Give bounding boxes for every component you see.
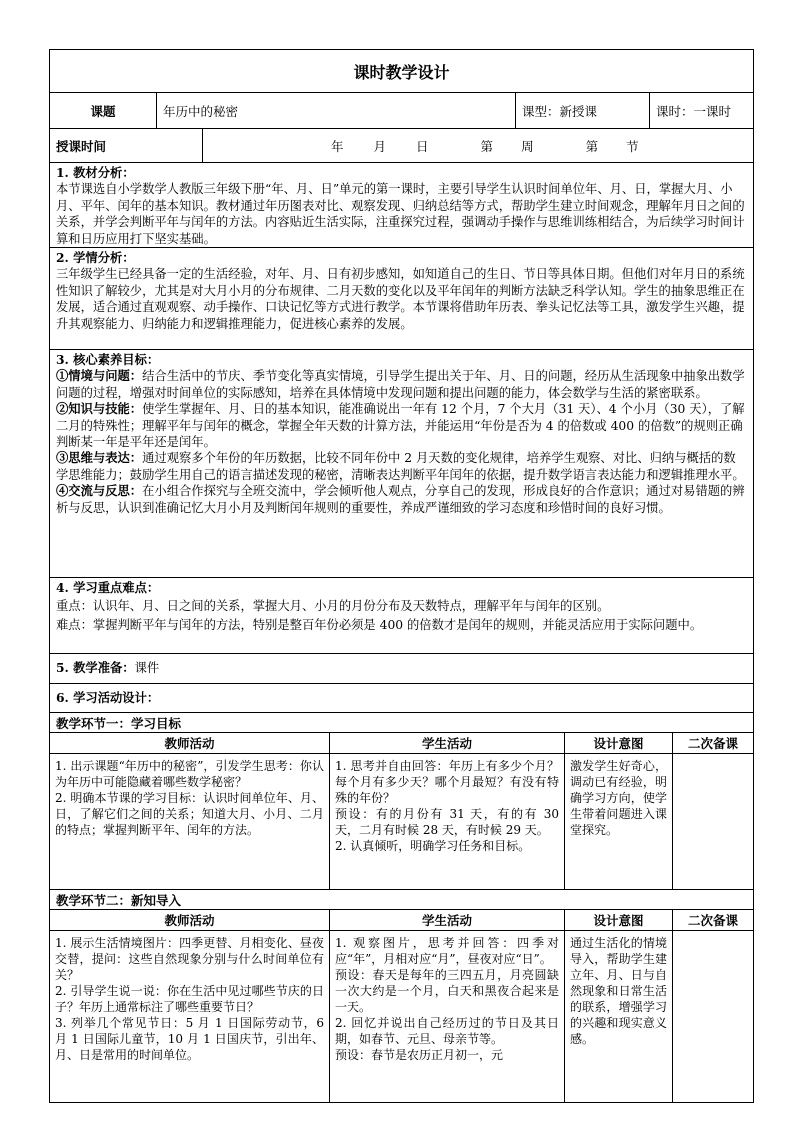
- phase-2-teacher-step-2: 2. 引导学生说一说：你在生活中见过哪些节庆的日子？年历上通常标注了哪些重要节日？: [55, 984, 324, 1014]
- phase-1-teacher-step-1: 1. 出示课题“年历中的秘密”，引发学生思考：你认为年历中可能隐藏着哪些数学秘密？: [55, 759, 324, 789]
- phase-2-teacher-step-1: 1. 展示生活情境图片：四季更替、月相变化、昼夜交替，提问：这些自然现象分别与什么时间单位有关？: [55, 936, 324, 982]
- literacy-goal-4-label: ④交流与反思：: [56, 483, 143, 499]
- literacy-goal-3-text: 通过观察多个年份的年历数据，比较不同年份中 2 月天数的变化规律，培养学生观察、对比、归纳与概括的数学思维能力；鼓励学生用自己的语言描述发现的秘密，清晰表达判断平年闰年的依据，提升数学语言表达能力和逻辑推理水平。: [56, 451, 745, 482]
- teaching-time-fields: [202, 129, 753, 162]
- phase-2-teacher-activity: [50, 931, 329, 1102]
- textbook-analysis: [50, 162, 753, 247]
- core-literacy-goals: [50, 349, 753, 577]
- phase-1-teacher-step-2: 2. 明确本节课的学习目标：认识时间单位年、月、日，了解它们之间的关系；知道大月、小月、二月的特点；掌握判断平年、闰年的方法。: [55, 791, 324, 837]
- teaching-prep-heading: 5. 教学准备：: [56, 660, 135, 676]
- period-field: 节: [626, 138, 639, 154]
- week-prefix: 第: [480, 138, 494, 154]
- literacy-goal-2-text: 使学生掌握年、月、日的基本知识，能准确说出一年有 12 个月，7 个大月（31 天）、4 个小月（30 天），了解二月的特殊性；理解平年与闰年的概念，掌握全年天数的计算方法，并能运用“年份是否为 4 的倍数或 400 的倍数”的规则正确判断某一年是平年还是闰年。: [56, 402, 745, 450]
- literacy-goal-1-label: ①情境与问题：: [56, 368, 143, 384]
- phase-1-header-row: [50, 732, 753, 753]
- phase-1-student-step-2: 2. 认真倾听，明确学习任务和目标。: [335, 839, 531, 853]
- student-analysis-body: 三年级学生已经具备一定的生活经验，对年、月、日有初步感知，如知道自己的生日、节日等具体日期。但他们对年月日的系统性知识了解较少，尤其是对大月小月的分布规律、二月天数的变化以及平年闰年的判断方法缺乏科学认知。学生的抽象思维正在发展，适合通过直观观察、动手操作、口诀记忆等方式进行教学。本节课将借助年历表、拳头记忆法等工具，激发学生兴趣，提升其观察能力、归纳能力和逻辑推理能力，促进核心素养的发展。: [56, 267, 745, 331]
- student-analysis: [50, 247, 753, 349]
- phase-2-student-step-1: 1. 观察图片，思考并回答：四季对应“年”，月相对应“月”，昼夜对应“日”。: [335, 936, 559, 966]
- lesson-plan-table: [49, 49, 754, 1103]
- phase-2-student-step-2: 2. 回忆并说出自己经历过的节日及其日期，如春节、元旦、母亲节等。: [335, 1016, 559, 1046]
- key-point-text: 重点：认识年、月、日之间的关系，掌握大月、小月的月份分布及天数特点，理解平年与闰年的区别。: [56, 599, 610, 614]
- month-field: 月: [373, 138, 387, 154]
- teaching-prep-value: 课件: [134, 661, 160, 676]
- teacher-activity-header: 教师活动: [164, 736, 215, 751]
- literacy-goal-1-text: 结合生活中的节庆、季节变化等真实情境，引导学生提出关于年、月、日的问题，经历从生活现象中抽象出数学问题的过程，增强对时间单位的实际感知，培养在具体情境中发现问题和提出问题的能力，体会数学与生活的紧密联系。: [56, 369, 745, 400]
- phase-1-second-prep: [672, 754, 753, 889]
- lesson-type: [515, 93, 649, 128]
- phase-2-student-activity: [329, 931, 564, 1102]
- week-field: 周: [521, 138, 534, 154]
- phase-1-student-activity: [329, 754, 564, 889]
- phase-2-content-row: [50, 930, 753, 1102]
- core-literacy-heading: 3. 核心素养目标：: [56, 352, 160, 367]
- phase-1-student-preset: 预设：有的月份有 31 天，有的有 30 天，二月有时候 28 天，有时候 29 天。: [335, 807, 559, 837]
- second-prep-header: 二次备课: [672, 910, 753, 930]
- teacher-activity-header: 教师活动: [164, 913, 215, 928]
- design-intent-header: 设计意图: [564, 910, 672, 930]
- activity-design-title: 6. 学习活动设计：: [56, 689, 160, 705]
- phase-1-student-step-1: 1. 思考并自由回答：年历上有多少个月？每个月有多少天？哪个月最短？有没有特殊的年份？: [335, 759, 559, 805]
- phase-2-second-prep: [672, 931, 753, 1102]
- textbook-analysis-heading: 1. 教材分析：: [56, 165, 135, 180]
- student-analysis-heading: 2. 学情分析：: [56, 250, 135, 265]
- phase-1-teacher-activity: [50, 754, 329, 889]
- lesson-type-value: 新授课: [559, 103, 598, 119]
- literacy-goal-4-text: 在小组合作探究与全班交流中，学会倾听他人观点，分享自己的发现，形成良好的合作意识；通过对易错题的辨析与反思，认识到准确记忆大月小月及判断闰年规则的重要性，养成严谨细致的学习态度和珍惜时间的良好习惯。: [56, 484, 745, 515]
- lesson-hours-value: 一课时: [693, 103, 732, 119]
- student-activity-header: 学生活动: [329, 910, 564, 930]
- literacy-goal-3-label: ③思维与表达：: [56, 450, 143, 466]
- textbook-analysis-body: 本节课选自小学数学人教版三年级下册“年、月、日”单元的第一课时，主要引导学生认识时间单位年、月、日，掌握大月、小月、平年、闰年的基本知识。教材通过年历图表对比、观察发现、归纳总结等方式，帮助学生建立时间观念，理解年月日之间的关系，并学会判断平年与闰年的方法。内容贴近生活实际，注重探究过程，强调动手操作与思维训练相结合，为后续学习时间计算和日历应用打下坚实基础。: [56, 182, 745, 246]
- lesson-hours: [649, 93, 753, 128]
- literacy-goal-1: [56, 368, 747, 401]
- phase-2-student-preset-1: 预设：春天是每年的三四五月，月亮圆缺一次大约是一个月，白天和黑夜合起来是一天。: [335, 968, 559, 1014]
- key-difficult-heading: 4. 学习重点难点：: [56, 580, 160, 595]
- phase-1-content-row: [50, 753, 753, 889]
- literacy-goal-4: [56, 483, 747, 516]
- phase-1-design-intent: 激发学生好奇心，调动已有经验，明确学习方向，使学生带着问题进入课堂探究。: [564, 754, 672, 889]
- topic-value: 年历中的秘密: [156, 93, 515, 128]
- literacy-goal-2: [56, 401, 747, 450]
- activity-design-heading: [50, 683, 753, 712]
- lesson-hours-label: 课时：: [656, 103, 694, 119]
- day-field: 日: [416, 138, 429, 154]
- lesson-type-label: 课型：: [522, 103, 560, 119]
- phase-2-header-row: [50, 909, 753, 930]
- topic-label: 课题: [90, 103, 116, 119]
- topic-row: [50, 92, 753, 128]
- phase-2-student-preset-2: 预设：春节是农历正月初一，元: [335, 1048, 504, 1062]
- period-prefix: 第: [585, 138, 599, 154]
- phase-2-design-intent: 通过生活化的情境导入，帮助学生建立年、月、日与自然现象和日常生活的联系，增强学习的兴趣和现实意义感。: [564, 931, 672, 1102]
- design-intent-header: 设计意图: [564, 733, 672, 753]
- phase-1-title: 教学环节一：学习目标: [50, 712, 753, 732]
- literacy-goal-3: [56, 450, 747, 483]
- difficult-point-text: 难点：掌握判断平年与闰年的方法，特别是整百年份必须是 400 的倍数才是闰年的规则，并能灵活应用于实际问题中。: [56, 617, 703, 632]
- literacy-goal-2-label: ②知识与技能：: [56, 401, 143, 417]
- second-prep-header: 二次备课: [672, 733, 753, 753]
- phase-2-title: 教学环节二：新知导入: [50, 889, 753, 909]
- teaching-prep: [50, 653, 753, 683]
- key-difficult-points: [50, 577, 753, 653]
- student-activity-header: 学生活动: [329, 733, 564, 753]
- year-field: 年: [331, 138, 344, 154]
- teaching-time-label: 授课时间: [56, 138, 107, 154]
- phase-2-teacher-step-3: 3. 列举几个常见节日：5 月 1 日国际劳动节，6 月 1 日国际儿童节，10 月 1 日国庆节，引出年、月、日是常用的时间单位。: [55, 1016, 324, 1062]
- page-title: 课时教学设计: [353, 62, 450, 82]
- teaching-time-row: [50, 128, 753, 162]
